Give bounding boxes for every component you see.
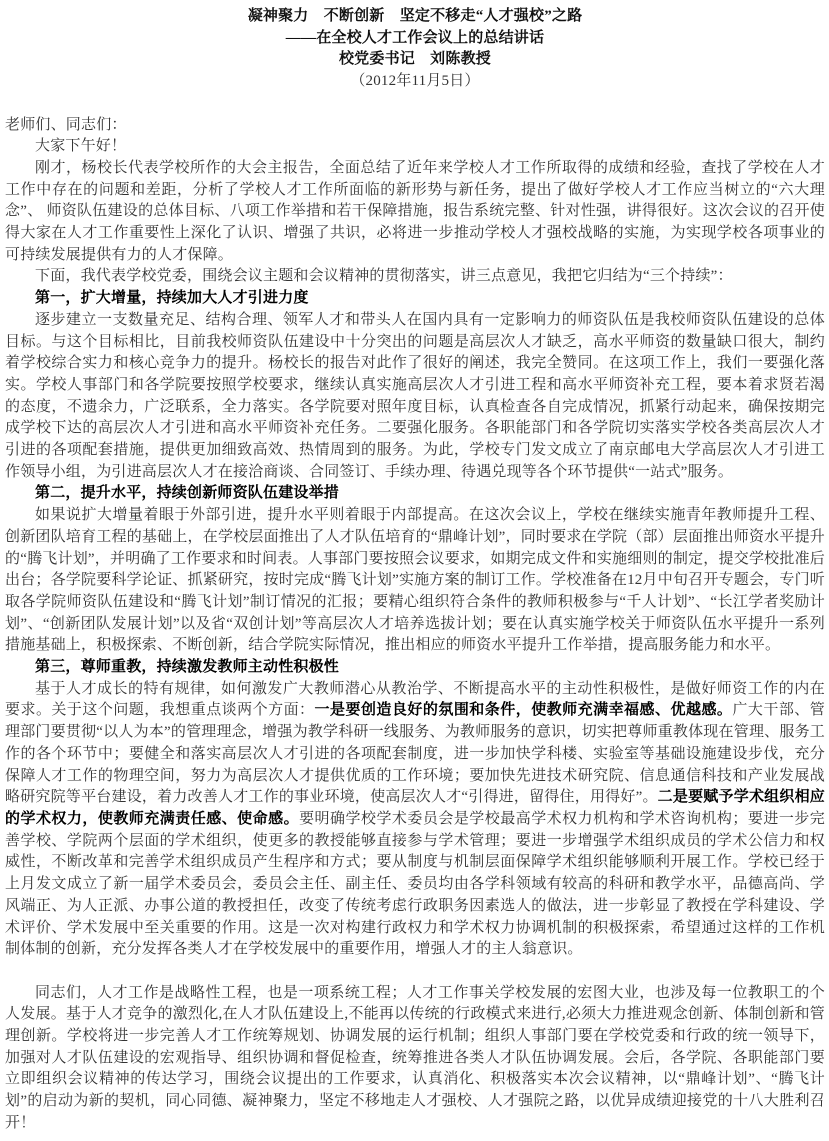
header-body-spacer: [5, 93, 825, 115]
section-heading: [5, 288, 825, 310]
body-text: 下面，我代表学校党委，围绕会议主题和会议精神的贯彻落实，讲三点意见，我把它归结为“三个持续”：: [35, 268, 733, 285]
paragraph: [5, 136, 825, 158]
section-heading: [5, 483, 825, 505]
emphasized-text: 第一，扩大增量，持续加大人才引进力度: [35, 290, 309, 307]
paragraph: [5, 310, 825, 484]
emphasized-text: 第二，提升水平，持续创新师资队伍建设举措: [35, 485, 340, 502]
body-text: 要明确学校学术委员会是学校最高学术权力机构和学术咨询机构；要进一步完善学校、学院两个层面的学术组织，使更多的教授能够直接参与学术管理；要进一步增强学术组织成员的学术公信力和权威性，不断改革和完善学术组织成员产生程序和方式；要从制度与机制层面保障学术组织能够顺利开展工作。学校已经于上月发文成立了新一届学术委员会，委员会主任、副主任、委员均由各学科领域有较高的科研和教学水平，品德高尚、学风端正、为人正派、办事公道的教授担任，改变了传统考虑行政职务因素选人的做法，进一步彰显了教授在学科建设、学术评价、学术发展中至关重要的作用。这是一次对构建行政权力和学术权力协调机制的积极探索，希望通过这样的工作机制体制的创新，充分发挥各类人才在学校发展中的重要作用，增强人才的主人翁意识。: [5, 811, 825, 958]
document-header: [5, 6, 825, 93]
paragraph: [5, 679, 825, 961]
paragraph: [5, 158, 825, 267]
paragraph: [5, 505, 825, 657]
paragraph: [5, 266, 825, 288]
paragraph-spacer: [5, 961, 825, 983]
emphasized-text: 一是要创造良好的氛围和条件，使教师充满幸福感、优越感。: [314, 702, 733, 719]
document-subtitle: ——在全校人才工作会议上的总结讲话: [285, 29, 545, 46]
emphasized-text: 二是要赋予学术组织相应的学术权力，使教师充满责任感、使命感。: [5, 789, 825, 827]
document-date: （2012年11月5日）: [350, 73, 480, 90]
emphasized-text: 第三，尊师重教，持续激发教师主动性积极性: [35, 659, 340, 676]
body-text: 刚才，杨校长代表学校所作的大会主报告，全面总结了近年来学校人才工作所取得的成绩和经验，查找了学校在人才工作中存在的问题和差距，分析了学校人才工作所面临的新形势与新任务，提出了做好学校人才工作应当树立的“六大理念”、 师资队伍建设的总体目标、八项工作举措和若干保障措施，报告系统完整、针对性强，讲得很好。这次会议的召开使得大家在人才工作重要性上深化了认识、增强了共识，必将进一步推动学校人才强校战略的实施，为实现学校各项事业的可持续发展提供有力的人才保障。: [5, 159, 825, 263]
body-text: 基于人才成长的特有规律，如何激发广大教师潜心从教治学、不断提高水平的主动性积极性，是做好师资工作的内在要求。关于这个问题，我想重点谈两个方面：: [5, 680, 825, 719]
body-text: 大家下午好！: [35, 138, 127, 155]
body-text: 广大干部、管理部门要贯彻“以人为本”的管理理念，增强为教学科研一线服务、为教师服务的意识，切实把尊师重教体现在管理、服务工作的各个环节中；要健全和落实高层次人才引进的各项配套制度，进一步加快学科楼、实验室等基础设施建设步伐，充分保障人才工作的物理空间，努力为高层次人才提供优质的工作环境；要加快先进技术研究院、信息通信科技和产业发展战略研究院等平台建设，着力改善人才工作的事业环境，使高层次人才“引得进，留得住，用得好”。: [5, 702, 825, 806]
document-title: 凝神聚力 不断创新 坚定不移走“人才强校”之路: [247, 8, 583, 24]
paragraph: [5, 983, 825, 1135]
document-body: [5, 115, 825, 1135]
body-text: 如果说扩大增量着眼于外部引进，提升水平则着眼于内部提高。在这次会议上，学校在继续实施青年教师提升工程、创新团队培育工程的基础上，在学校层面推出了人才队伍培育的“鼎峰计划”，同时要求在学院（部）层面推出师资水平提升的“腾飞计划”，并明确了工作要求和时间表。人事部门要按照会议要求，如期完成文件和实施细则的制定，提交学校批准后出台；各学院要科学论证、抓紧研究，按时完成“腾飞计划”实施方案的制订工作。学校准备在12月中旬召开专题会，专门听取各学院师资队伍建设和“腾飞计划”制订情况的汇报；要精心组织符合条件的教师积极参与“千人计划”、“长江学者奖励计划”、“创新团队发展计划”以及省“双创计划”等高层次人才培养选拔计划；要在认真实施学校关于师资队伍水平提升一系列措施基础上，积极探索、不断创新，结合学院实际情况，推出相应的师资水平提升工作举措，提高服务能力和水平。: [5, 507, 825, 654]
body-text: 同志们，人才工作是战略性工程，也是一项系统工程；人才工作事关学校发展的宏图大业，也涉及每一位教职工的个人发展。基于人才竞争的激烈化,在人才队伍建设上,不能再以传统的行政模式来进行,必须大力推进观念创新、体制创新和管理创新。学校将进一步完善人才工作统筹规划、协调发展的运行机制；组织人事部门要在学校党委和行政的统一领导下，加强对人才队伍建设的宏观指导、组织协调和督促检查，统筹推进各类人才队伍协调发展。会后，各学院、各职能部门要立即组织会议精神的传达学习，围绕会议提出的工作要求，认真消化、积极落实本次会议精神，以“鼎峰计划”、“腾飞计划”的启动为新的契机，同心同德、凝神聚力，坚定不移地走人才强校、人才强院之路，以优异成绩迎接党的十八大胜利召开！: [5, 984, 825, 1131]
body-text: 逐步建立一支数量充足、结构合理、领军人才和带头人在国内具有一定影响力的师资队伍是我校师资队伍建设的总体目标。与这个目标相比，目前我校师资队伍建设中十分突出的问题是高层次人才缺乏，高水平师资的数量缺口很大，制约着学校综合实力和核心竞争力的提升。杨校长的报告对此作了很好的阐述，我完全赞同。在这项工作上，我们一要强化落实。学校人事部门和各学院要按照学校要求，继续认真实施高层次人才引进工程和高水平师资补充工程，要本着求贤若渴的态度，不遗余力，广泛联系，全力落实。各学院要对照年度目标，认真检查各自完成情况，抓紧行动起来，确保按期完成学校下达的高层次人才引进和高水平师资补充任务。二要强化服务。各职能部门和各学院切实落实学校各类高层次人才引进的各项配套措施，提供更加细致高效、热情周到的服务。为此，学校专门发文成立了南京邮电大学高层次人才引进工作领导小组，为引进高层次人才在接洽商谈、合同签订、手续办理、待遇兑现等各个环节提供“一站式”服务。: [5, 311, 825, 480]
body-text: 老师们、同志们：: [5, 116, 127, 133]
section-heading: [5, 657, 825, 679]
document-author: 校党委书记 刘陈教授: [338, 51, 491, 68]
paragraph: [5, 115, 825, 137]
